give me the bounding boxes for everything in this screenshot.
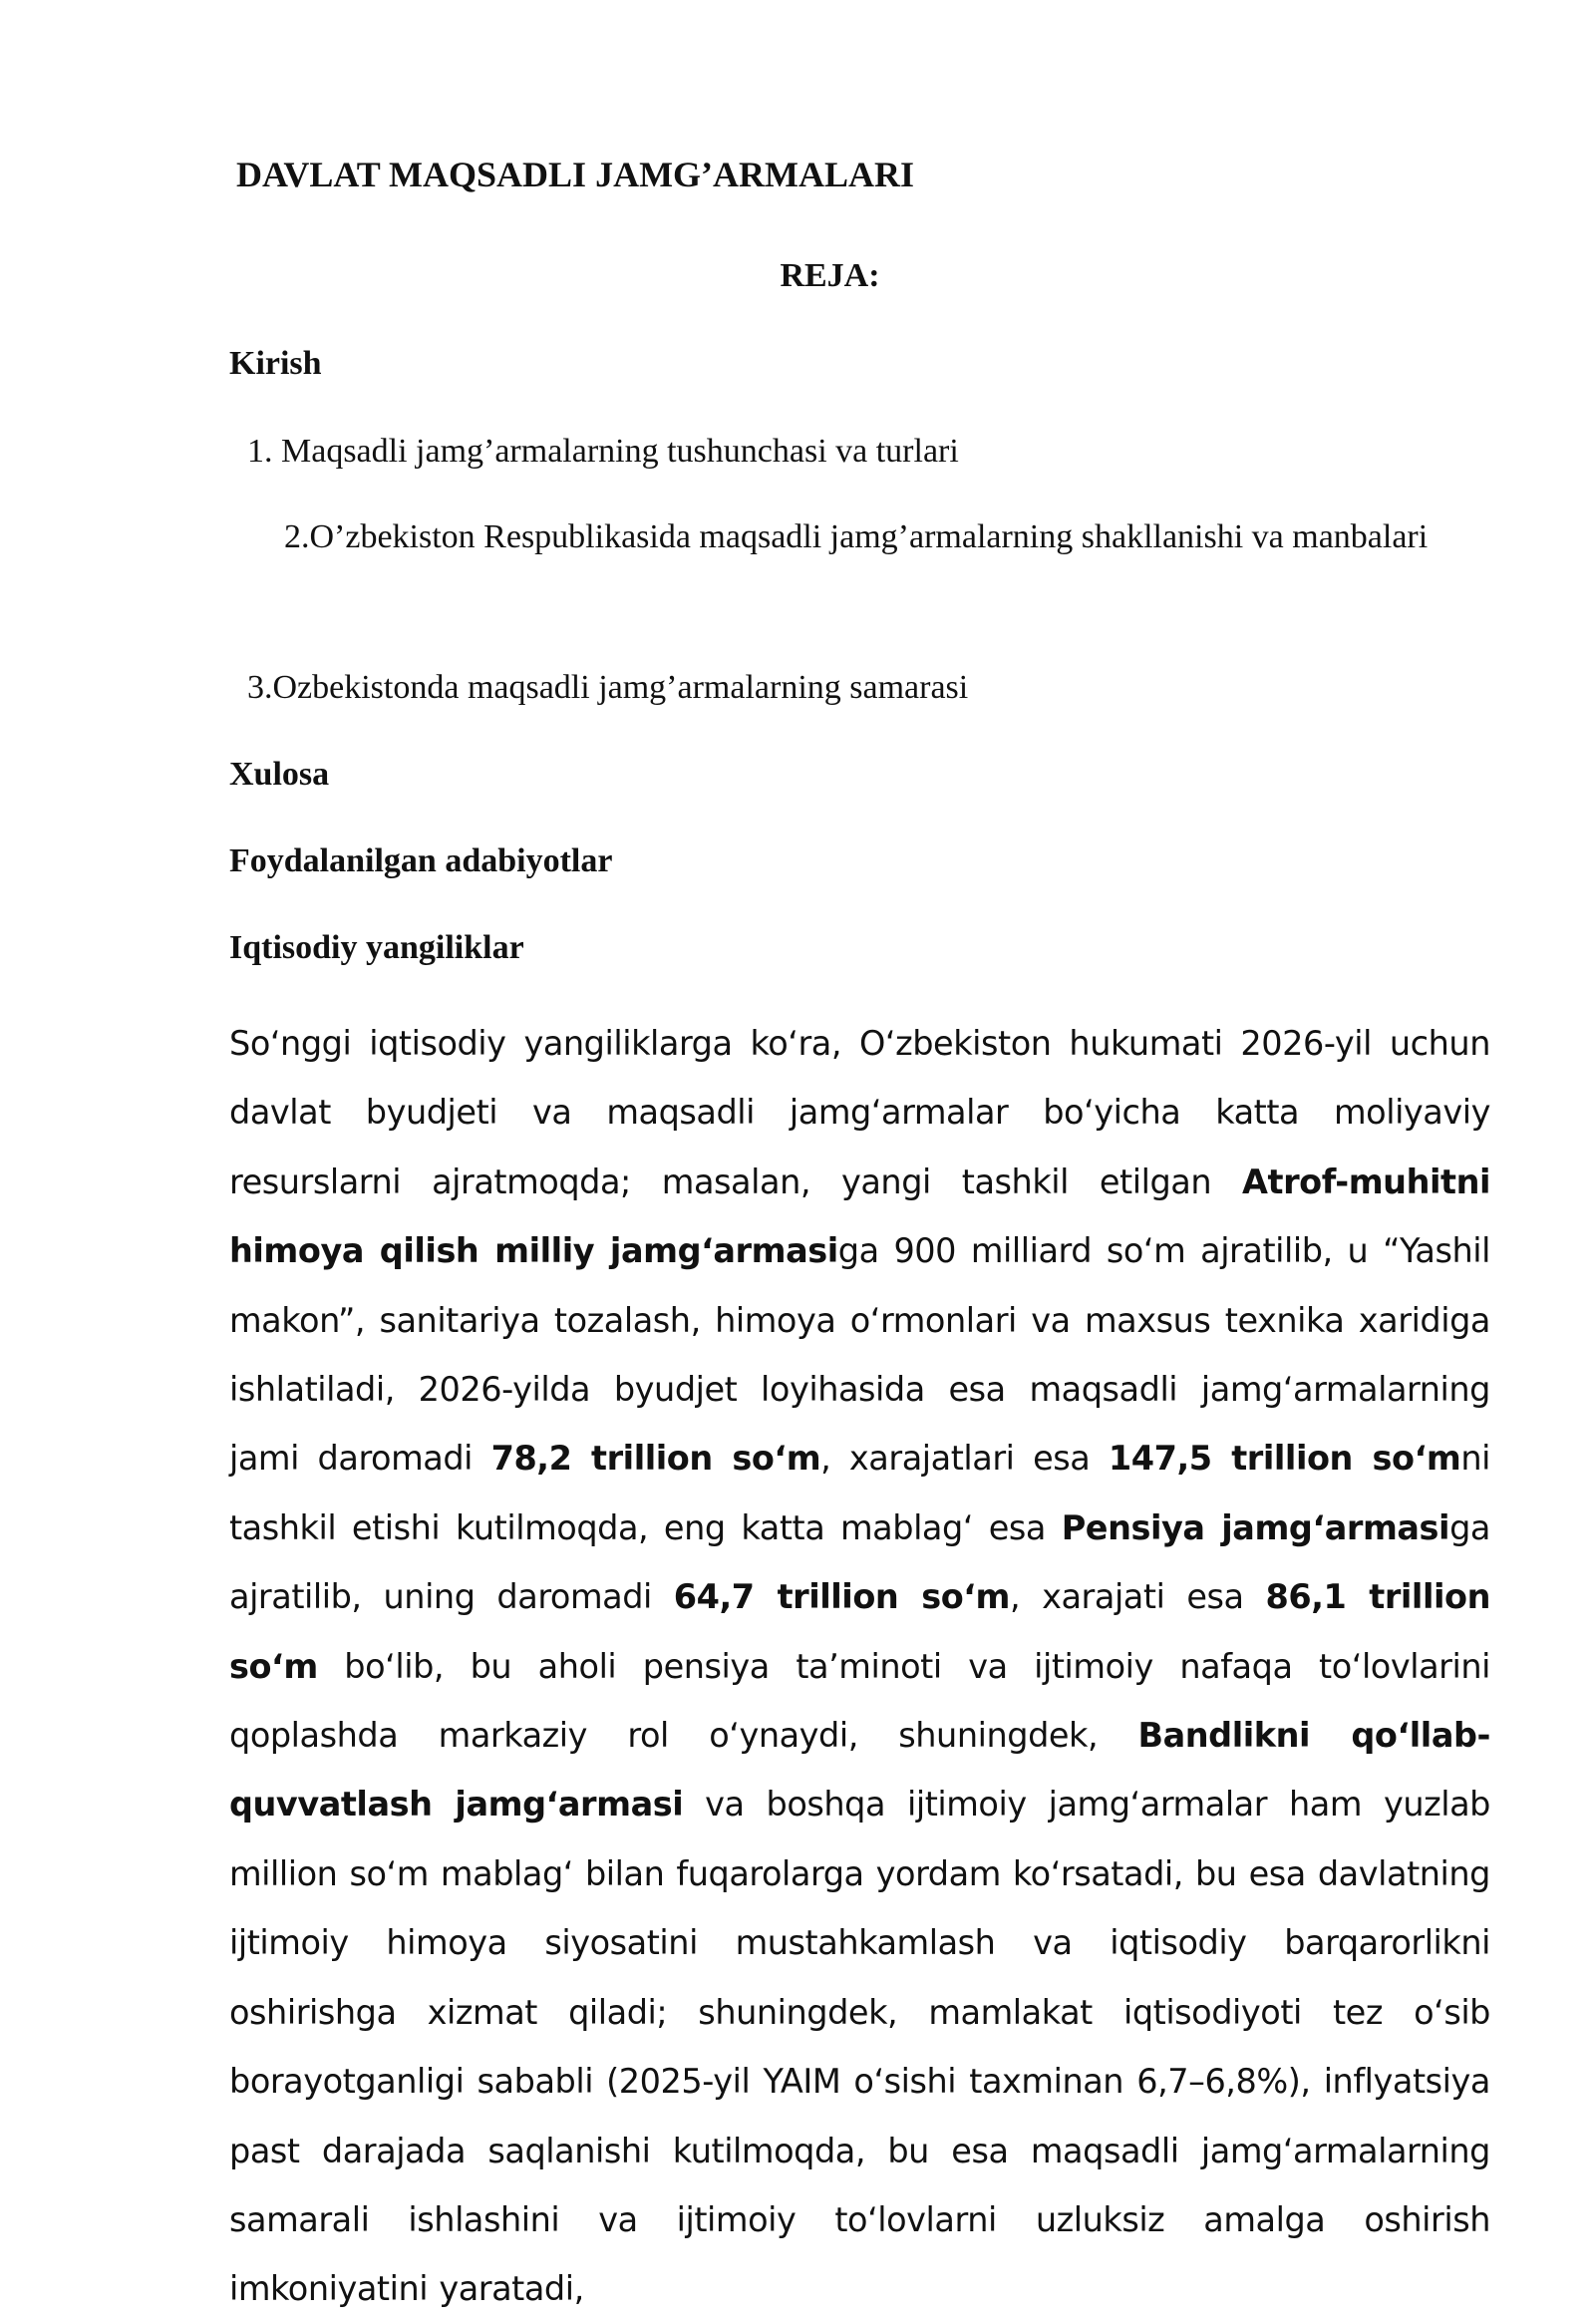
- fund-name-environment: Atrof-muhitni himoya qilish milliy jamg‘armasi: [229, 1162, 1490, 1271]
- news-text: , xarajati esa: [1010, 1577, 1266, 1617]
- references-heading: Foydalanilgan adabiyotlar: [229, 842, 613, 879]
- fund-name-employment: Bandlikni qo‘llab-quvvatlash jamg‘armasi: [229, 1716, 1490, 1825]
- news-text: bo‘lib, bu aholi pensiya ta’minoti va ijtimoiy nafaqa to‘lovlarini qoplashda markaziy rol o‘ynaydi, shuningdek,: [229, 1646, 1490, 1756]
- news-text: , xarajatlari esa: [820, 1439, 1109, 1479]
- pension-expense-amount: 86,1 trillion so‘m: [229, 1577, 1490, 1686]
- total-income-amount: 78,2 trillion so‘m: [490, 1439, 821, 1479]
- news-text: ga 900 milliard so‘m ajratilib, u “Yashil makon”, sanitariya tozalash, himoya o‘rmonlari va maxsus texnika xaridiga ishlatiladi, 2026-yilda byudjet loyihasida esa maqsadli jamg‘armalarning jami daromadi: [229, 1231, 1490, 1479]
- document-title: DAVLAT MAQSADLI JAMG’ARMALARI: [236, 155, 915, 194]
- conclusion-heading: Xulosa: [229, 756, 330, 793]
- fund-name-pension: Pensiya jamg‘armasi: [1061, 1507, 1450, 1547]
- news-text: So‘nggi iqtisodiy yangiliklarga ko‘ra, O‘zbekiston hukumati 2026-yil uchun davlat byudjeti va maqsadli jamg‘armalar bo‘yicha katta moliyaviy resurslarni ajratmoqda; masalan, yangi tashkil etilgan: [229, 1024, 1490, 1201]
- news-paragraph: [229, 1009, 1490, 2324]
- plan-item-2: 2.O’zbekiston Respublikasida maqsadli jamg’armalarning shakllanishi va manbalari: [284, 518, 1429, 555]
- plan-heading: REJA:: [780, 257, 880, 294]
- total-expense-amount: 147,5 trillion so‘m: [1108, 1439, 1461, 1479]
- plan-item-3: 3.Ozbekistonda maqsadli jamg’armalarning samarasi: [247, 669, 969, 706]
- pension-income-amount: 64,7 trillion so‘m: [673, 1577, 1010, 1617]
- plan-item-1: 1. Maqsadli jamg’armalarning tushunchasi va turlari: [247, 433, 959, 470]
- news-text: ni tashkil etishi kutilmoqda, eng katta mablag‘ esa: [229, 1439, 1490, 1547]
- news-text: va boshqa ijtimoiy jamg‘armalar ham yuzlab million so‘m mablag‘ bilan fuqarolarga yordam ko‘rsatadi, bu esa davlatning ijtimoiy himoya siyosatini mustahkamlash va iqtisodiy barqarorlikni oshirishga xizmat qiladi; shuningdek, mamlakat iqtisodiyoti tez o‘sib borayotganligi sababli (2025-yil YAIM o‘sishi taxminan 6,7–6,8%), inflyatsiya past darajada saqlanishi kutilmoqda, bu esa maqsadli jamg‘armalarning samarali ishlashini va ijtimoiy to‘lovlarni uzluksiz amalga oshirish imkoniyatini yaratadi,: [229, 1785, 1490, 2309]
- intro-heading: Kirish: [229, 345, 322, 382]
- news-heading: Iqtisodiy yangiliklar: [229, 929, 524, 966]
- news-text: ga ajratilib, uning daromadi: [229, 1507, 1490, 1617]
